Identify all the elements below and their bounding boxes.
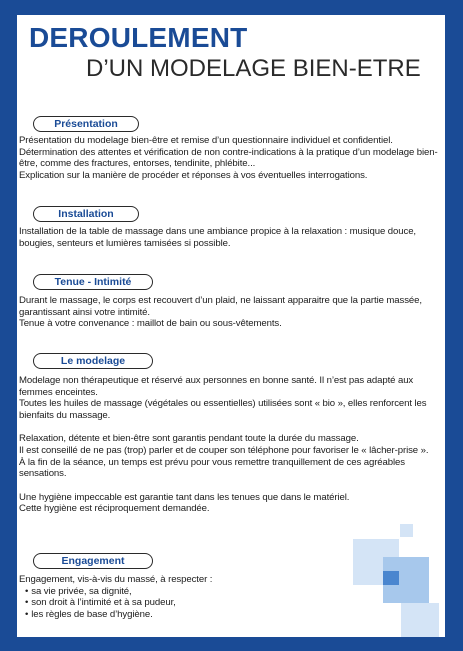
body-line: Détermination des attentes et vérification de non contre-indications à la pratique d’un modelage bien-être, comme des fractures, entorses, tendinite, phlébite... bbox=[19, 146, 438, 170]
decorative-square bbox=[400, 524, 413, 537]
document-page bbox=[17, 15, 445, 637]
list-item: • son droit à l’intimité et à sa pudeur, bbox=[19, 597, 441, 609]
body-line: Engagement, vis-à-vis du massé, à respecter : bbox=[19, 574, 213, 585]
page-subtitle: D’UN MODELAGE BIEN-ETRE bbox=[86, 55, 421, 82]
section-heading-label: Installation bbox=[58, 208, 114, 220]
section-heading-label: Engagement bbox=[61, 555, 125, 567]
section-heading-installation bbox=[33, 206, 139, 222]
body-line: Relaxation, détente et bien-être sont garantis pendant toute la durée du massage. bbox=[19, 433, 359, 445]
body-line: Toutes les huiles de massage (végétales ou essentielles) utilisées sont « bio », elles renforcent les bienfaits du massage. bbox=[19, 398, 427, 421]
section-heading-engagement bbox=[33, 553, 153, 569]
section-heading-label: Tenue - Intimité bbox=[54, 276, 132, 288]
section-body-presentation bbox=[19, 135, 441, 181]
body-line: Une hygiène impeccable est garantie tant dans les tenues que dans le matériel. bbox=[19, 491, 350, 503]
body-line: Modelage non thérapeutique et réservé aux personnes en bonne santé. Il n’est pas adapté aux femmes enceintes. bbox=[19, 375, 414, 398]
body-line: À la fin de la séance, un temps est prévu pour vous remettre tranquillement de ces agréables sensations. bbox=[19, 456, 405, 480]
section-heading-tenue bbox=[33, 274, 153, 290]
list-item: • sa vie privée, sa dignité, bbox=[19, 586, 441, 598]
body-line: Présentation du modelage bien-être et remise d’un questionnaire individuel et confidentiel. bbox=[19, 135, 393, 146]
body-line: Durant le massage, le corps est recouvert d’un plaid, ne laissant apparaitre que la partie massée, garantissant ainsi votre intimité. bbox=[19, 295, 422, 318]
section-body-installation bbox=[19, 226, 441, 249]
section-body-engagement bbox=[19, 574, 441, 620]
list-item: • les règles de base d’hygiène. bbox=[19, 609, 441, 621]
body-line: Installation de la table de massage dans une ambiance propice à la relaxation : musique douce, bougies, senteurs et lumières tamisées si possible. bbox=[19, 226, 416, 249]
page-title: DEROULEMENT bbox=[29, 22, 248, 53]
section-body-modelage bbox=[19, 375, 441, 515]
body-line: Tenue à votre convenance : maillot de bain ou sous-vêtements. bbox=[19, 318, 282, 330]
engagement-list bbox=[19, 586, 441, 621]
body-line: Il est conseillé de ne pas (trop) parler et de couper son téléphone pour favoriser le « lâcher-prise ». bbox=[19, 444, 429, 456]
section-heading-label: Présentation bbox=[54, 118, 118, 130]
body-line: Cette hygiène est réciproquement demandée. bbox=[19, 503, 210, 515]
section-heading-label: Le modelage bbox=[60, 355, 126, 367]
section-heading-modelage bbox=[33, 353, 153, 369]
section-heading-presentation bbox=[33, 116, 139, 132]
body-line: Explication sur la manière de procéder et réponses à vos éventuelles interrogations. bbox=[19, 169, 368, 181]
section-body-tenue bbox=[19, 295, 441, 330]
